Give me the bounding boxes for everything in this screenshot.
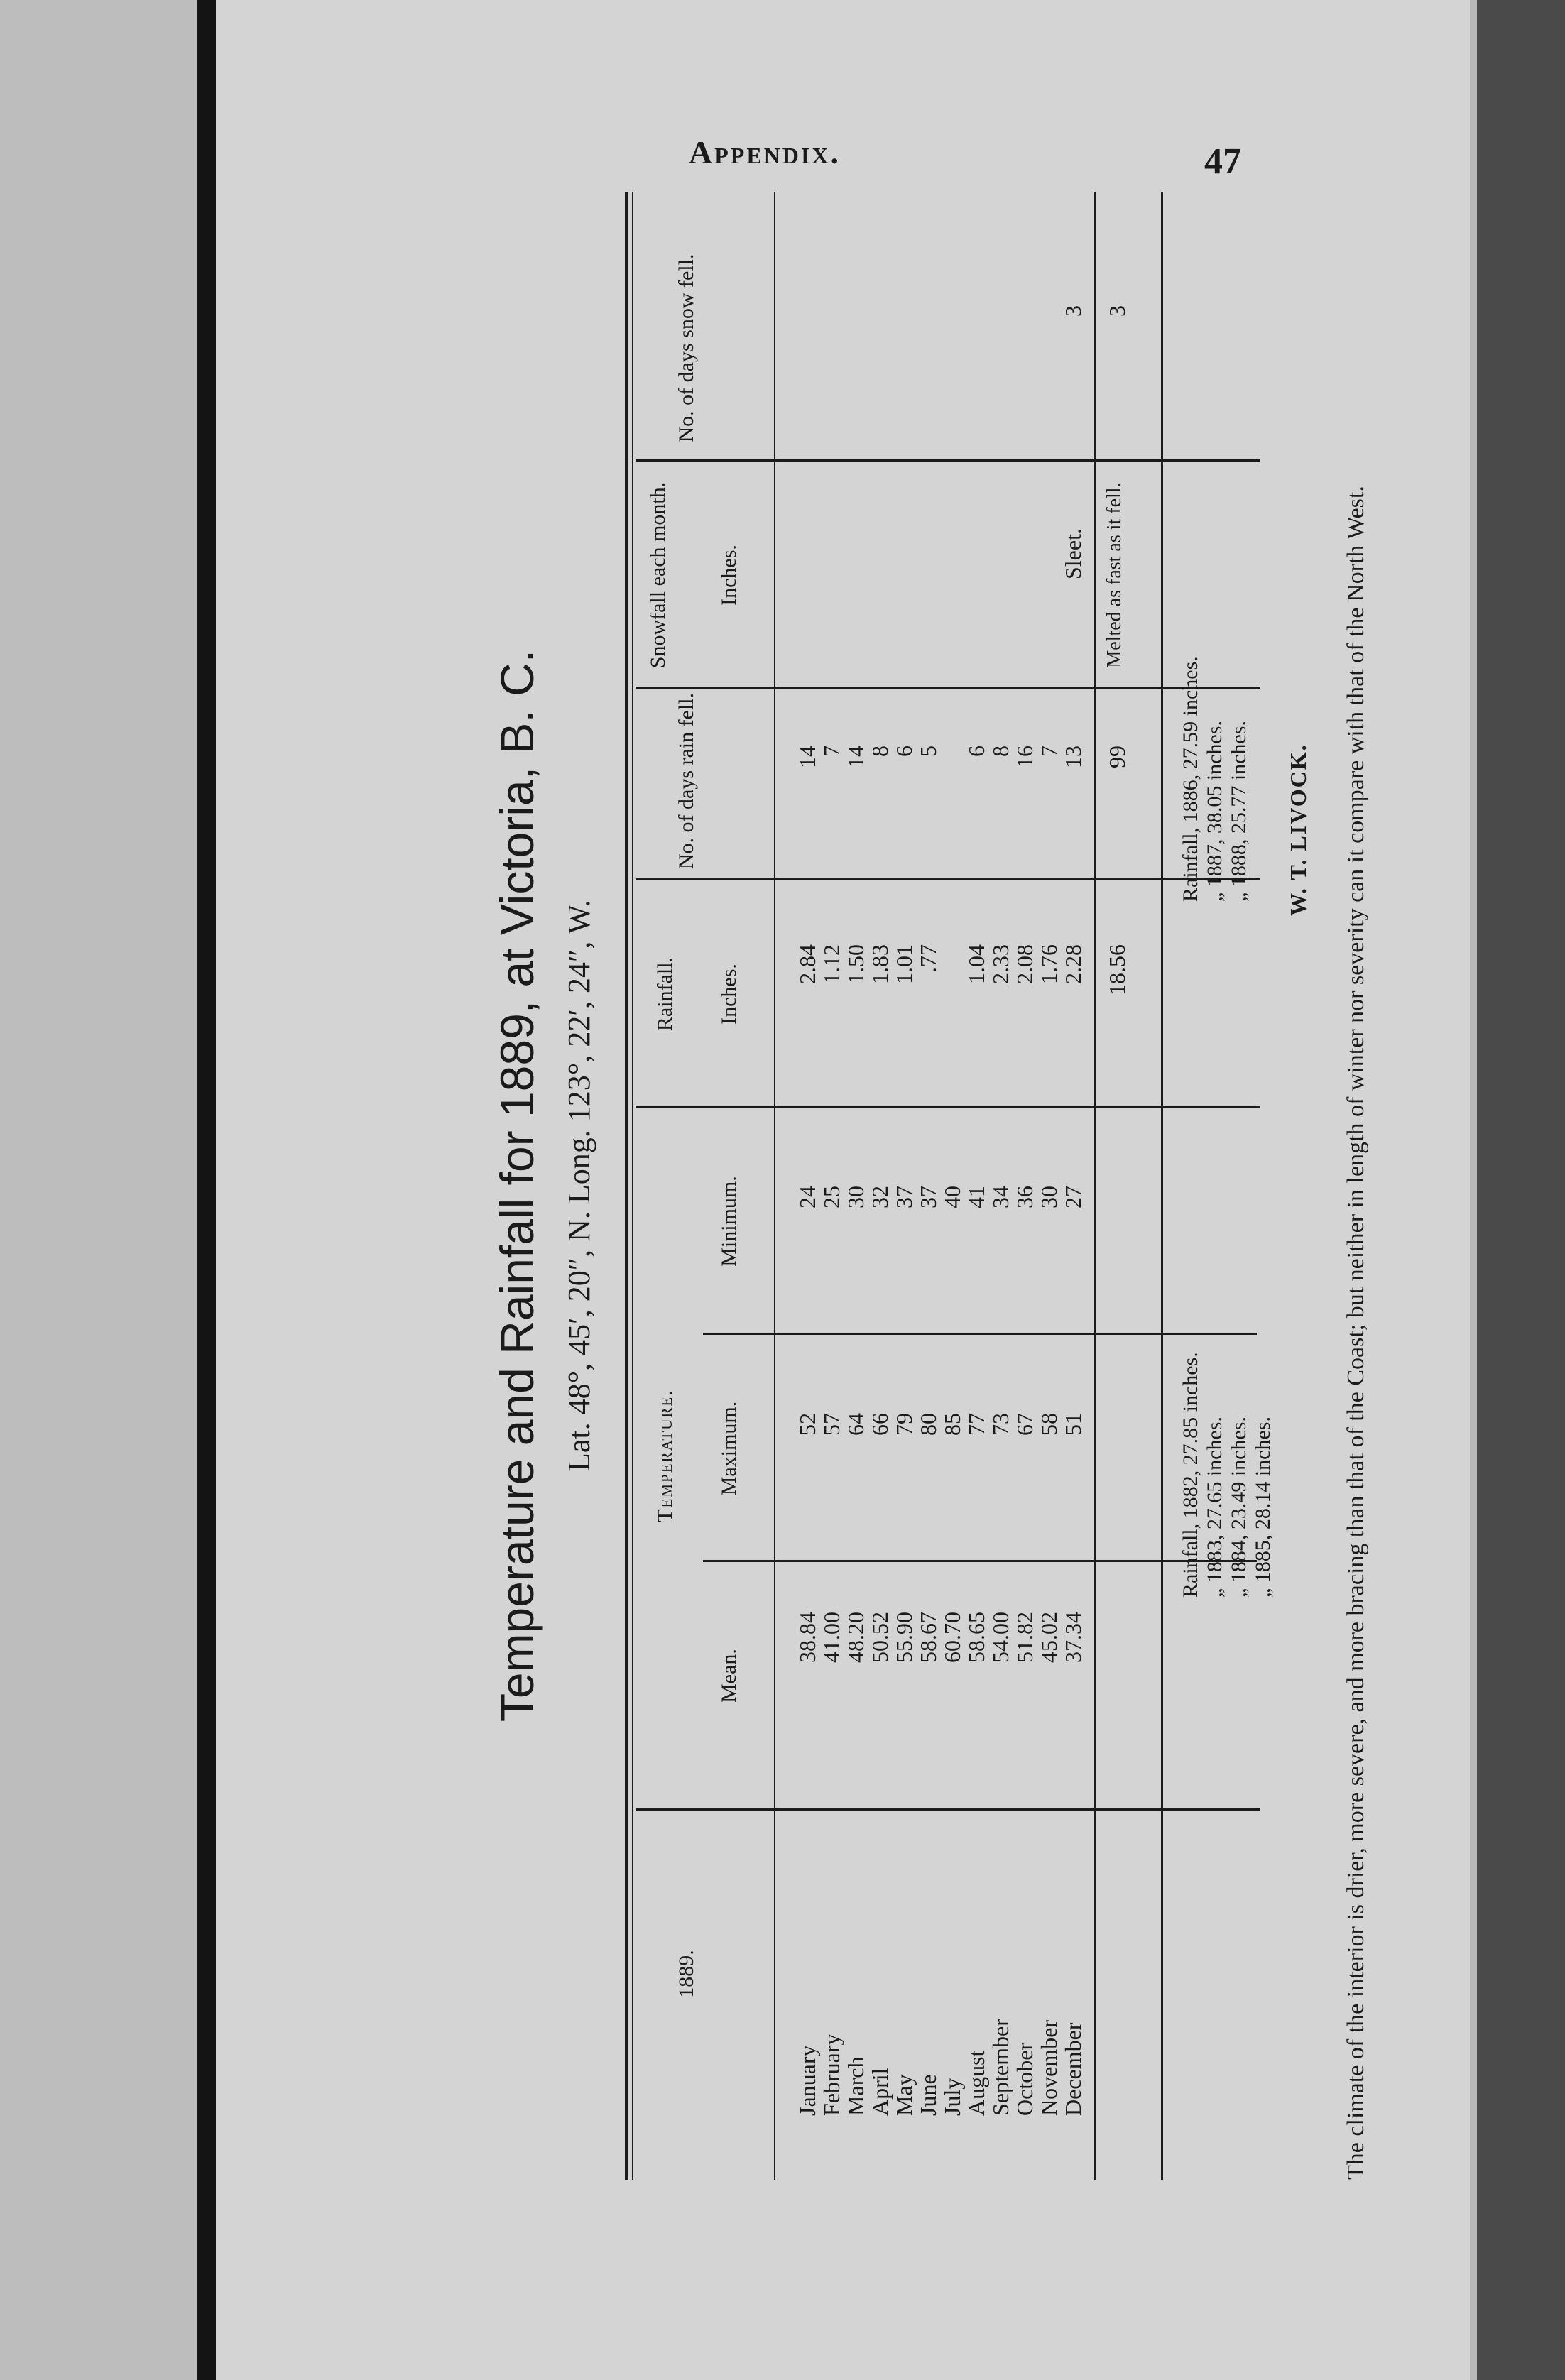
- rain-days-cell: 8: [988, 746, 1013, 757]
- page-title: Temperature and Rainfall for 1889, at Victoria, B. C.: [491, 649, 543, 1723]
- prior-rainfall-line: „ 1888, 25.77 inches.: [1227, 721, 1250, 902]
- minimum-cell: 25: [819, 1186, 844, 1208]
- snow-days-cell: [1037, 305, 1061, 405]
- snow-days-column: [795, 305, 1085, 405]
- month-cell: November: [1036, 2019, 1062, 2116]
- col-rule: [703, 1560, 1257, 1562]
- snow-inches-cell: Sleet.: [1060, 528, 1086, 579]
- mean-cell: 50.52: [867, 1612, 893, 1663]
- location-subtitle: Lat. 48°, 45′, 20″, N. Long. 123°, 22′, 24″, W.: [562, 899, 596, 1473]
- rain-inches-cell: 2.08: [1012, 944, 1037, 984]
- book-edge: [1477, 0, 1565, 2380]
- col-rule: [636, 878, 1260, 880]
- mean-cell: 58.65: [964, 1612, 989, 1663]
- rain-inches-cell: 2.28: [1060, 944, 1086, 984]
- snow-days-cell: [964, 305, 988, 405]
- running-head: Appendix.: [689, 134, 841, 170]
- month-cell: September: [988, 2019, 1013, 2116]
- total-snow-note: Melted as fast as it fell.: [1103, 482, 1125, 668]
- snow-days-cell: [795, 305, 819, 405]
- mean-column: [795, 1612, 1085, 1754]
- rain-days-cell: 5: [915, 746, 941, 757]
- month-cell: July: [939, 2078, 965, 2116]
- snow-days-header: No. of days snow fell.: [675, 253, 698, 442]
- table-rule-top-thin: [632, 192, 633, 2180]
- maximum-cell: 77: [964, 1413, 989, 1436]
- minimum-cell: 32: [867, 1186, 893, 1208]
- col-rule: [636, 687, 1260, 689]
- snow-inches-header: Inches.: [717, 545, 741, 606]
- mean-cell: 45.02: [1036, 1612, 1062, 1663]
- prior-rainfall-line: „ 1884, 23.49 inches.: [1227, 1416, 1250, 1598]
- snow-inches-cell: [819, 476, 844, 632]
- col-rule: [703, 1333, 1257, 1335]
- rain-days-cell: 13: [1060, 746, 1086, 768]
- mean-cell: 58.67: [915, 1612, 941, 1663]
- snow-inches-cell: [1037, 476, 1061, 632]
- snow-inches-cell: [988, 476, 1013, 632]
- snow-days-cell: [1013, 305, 1037, 405]
- prior-rainfall-right: [1179, 476, 1251, 902]
- snow-days-cell: [868, 305, 892, 405]
- month-cell: December: [1060, 2022, 1086, 2116]
- rain-days-cell: 6: [891, 746, 917, 757]
- climate-note: The climate of the interior is drier, more severe, and more bracing than that of the Coast; but neither in length of winter nor severity can it compare with that of the North West.: [1343, 486, 1369, 2180]
- table-rule-top: [625, 192, 628, 2180]
- rain-inches-cell: 1.12: [819, 944, 844, 984]
- snow-days-cell: [819, 305, 844, 405]
- mean-cell: 54.00: [988, 1612, 1013, 1663]
- total-snow-days: 3: [1104, 305, 1130, 317]
- rain-days-cell: 14: [843, 746, 868, 768]
- maximum-cell: 66: [867, 1413, 893, 1436]
- rain-inches-cell: 1.83: [867, 944, 893, 984]
- maximum-cell: 85: [939, 1413, 965, 1436]
- col-rule: [636, 1808, 1260, 1811]
- snow-days-cell: [844, 305, 868, 405]
- mean-header: Mean.: [717, 1649, 741, 1703]
- maximum-column: [795, 1413, 1085, 1527]
- snow-days-cell: [940, 305, 964, 405]
- rain-days-cell: 6: [964, 746, 989, 757]
- temperature-header: Temperature.: [653, 1389, 677, 1522]
- maximum-cell: 52: [795, 1413, 820, 1436]
- minimum-cell: 27: [1060, 1186, 1086, 1208]
- rain-days-cell: 8: [867, 746, 893, 757]
- rotated-table-block: [462, 192, 1441, 2180]
- minimum-cell: 37: [915, 1186, 941, 1208]
- maximum-cell: 67: [1012, 1413, 1037, 1436]
- minimum-cell: 36: [1012, 1186, 1037, 1208]
- signature: W. T. LIVOCK.: [1285, 743, 1311, 916]
- minimum-cell: 40: [939, 1186, 965, 1208]
- prior-rainfall-line: „ 1883, 27.65 inches.: [1203, 1416, 1226, 1598]
- col-rule: [636, 1106, 1260, 1108]
- mean-cell: 41.00: [819, 1612, 844, 1663]
- rain-inches-cell: 1.76: [1036, 944, 1062, 984]
- col-rule: [636, 459, 1260, 462]
- minimum-cell: 34: [988, 1186, 1013, 1208]
- snowfall-header: Snowfall each month.: [646, 481, 670, 669]
- maximum-cell: 64: [843, 1413, 868, 1436]
- snow-inches-cell: [964, 476, 988, 632]
- minimum-header: Minimum.: [717, 1176, 741, 1267]
- rain-days-cell: 7: [819, 746, 844, 757]
- facing-page: [0, 0, 199, 2380]
- snow-inches-cell: [892, 476, 916, 632]
- mean-cell: 55.90: [891, 1612, 917, 1663]
- minimum-cell: 37: [891, 1186, 917, 1208]
- rain-days-cell: 7: [1036, 746, 1062, 757]
- year-header: 1889.: [675, 1950, 698, 1998]
- snow-inches-cell: [940, 476, 964, 632]
- month-cell: May: [891, 2074, 917, 2116]
- rain-days-column: [795, 746, 1085, 845]
- header-rule: [774, 192, 775, 2180]
- month-cell: January: [795, 2045, 820, 2116]
- snow-days-cell: [916, 305, 940, 405]
- snow-inches-cell: [916, 476, 940, 632]
- snow-inches-cell: [868, 476, 892, 632]
- month-cell: February: [819, 2034, 844, 2116]
- rainfall-header: Rainfall.: [653, 956, 677, 1032]
- total-rain-inches: 18.56: [1104, 944, 1130, 995]
- snow-days-cell: [988, 305, 1013, 405]
- page-number: 47: [1204, 141, 1241, 182]
- month-cell: October: [1012, 2042, 1037, 2116]
- snow-inches-cell: [795, 476, 819, 632]
- rain-inches-cell: 2.33: [988, 944, 1013, 984]
- rain-inches-cell: 1.50: [843, 944, 868, 984]
- rain-inches-header: Inches.: [717, 964, 741, 1025]
- snow-inches-column: [795, 476, 1085, 632]
- totals-rule: [1094, 192, 1096, 2180]
- minimum-cell: 24: [795, 1186, 820, 1208]
- rain-inches-cell: .77: [915, 944, 941, 973]
- minimum-cell: 30: [1036, 1186, 1062, 1208]
- maximum-cell: 58: [1036, 1413, 1062, 1436]
- maximum-cell: 79: [891, 1413, 917, 1436]
- maximum-cell: 57: [819, 1413, 844, 1436]
- prior-rainfall-line: Rainfall, 1882, 27.85 inches.: [1179, 1352, 1202, 1598]
- rain-days-cell: [940, 746, 964, 845]
- prior-rainfall-line: Rainfall, 1886, 27.59 inches.: [1179, 656, 1202, 902]
- minimum-column: [795, 1186, 1085, 1299]
- month-cell: August: [964, 2050, 989, 2116]
- total-rain-days: 99: [1104, 746, 1130, 768]
- rain-inches-cell: 2.84: [795, 944, 820, 984]
- maximum-cell: 73: [988, 1413, 1013, 1436]
- maximum-header: Maximum.: [717, 1401, 741, 1496]
- prior-rainfall-left: [1179, 1172, 1275, 1598]
- rain-days-cell: 16: [1012, 746, 1037, 768]
- maximum-cell: 51: [1060, 1413, 1086, 1436]
- minimum-cell: 41: [964, 1186, 989, 1208]
- table-rule-bottom: [1161, 192, 1163, 2180]
- month-column: [795, 1818, 1085, 2116]
- minimum-cell: 30: [843, 1186, 868, 1208]
- prior-rainfall-line: „ 1885, 28.14 inches.: [1251, 1416, 1275, 1598]
- mean-cell: 37.34: [1060, 1612, 1086, 1663]
- month-cell: March: [843, 2056, 868, 2116]
- rain-inches-cell: 1.04: [964, 944, 989, 984]
- rain-days-cell: 14: [795, 746, 820, 768]
- prior-rainfall-line: „ 1887, 38.05 inches.: [1203, 721, 1226, 902]
- rain-inches-cell: 1.01: [891, 944, 917, 984]
- rain-days-header: No. of days rain fell.: [675, 692, 698, 870]
- snow-days-cell: [892, 305, 916, 405]
- month-cell: June: [915, 2074, 941, 2116]
- maximum-cell: 80: [915, 1413, 941, 1436]
- rain-inches-cell: [940, 944, 964, 1072]
- mean-cell: 48.20: [843, 1612, 868, 1663]
- snow-days-cell: 3: [1060, 305, 1086, 317]
- book-gutter: [197, 0, 216, 2380]
- mean-cell: 60.70: [939, 1612, 965, 1663]
- mean-cell: 51.82: [1012, 1612, 1037, 1663]
- snow-inches-cell: [1013, 476, 1037, 632]
- snow-inches-cell: [844, 476, 868, 632]
- mean-cell: 38.84: [795, 1612, 820, 1663]
- rain-inches-column: [795, 944, 1085, 1072]
- month-cell: April: [867, 2068, 893, 2116]
